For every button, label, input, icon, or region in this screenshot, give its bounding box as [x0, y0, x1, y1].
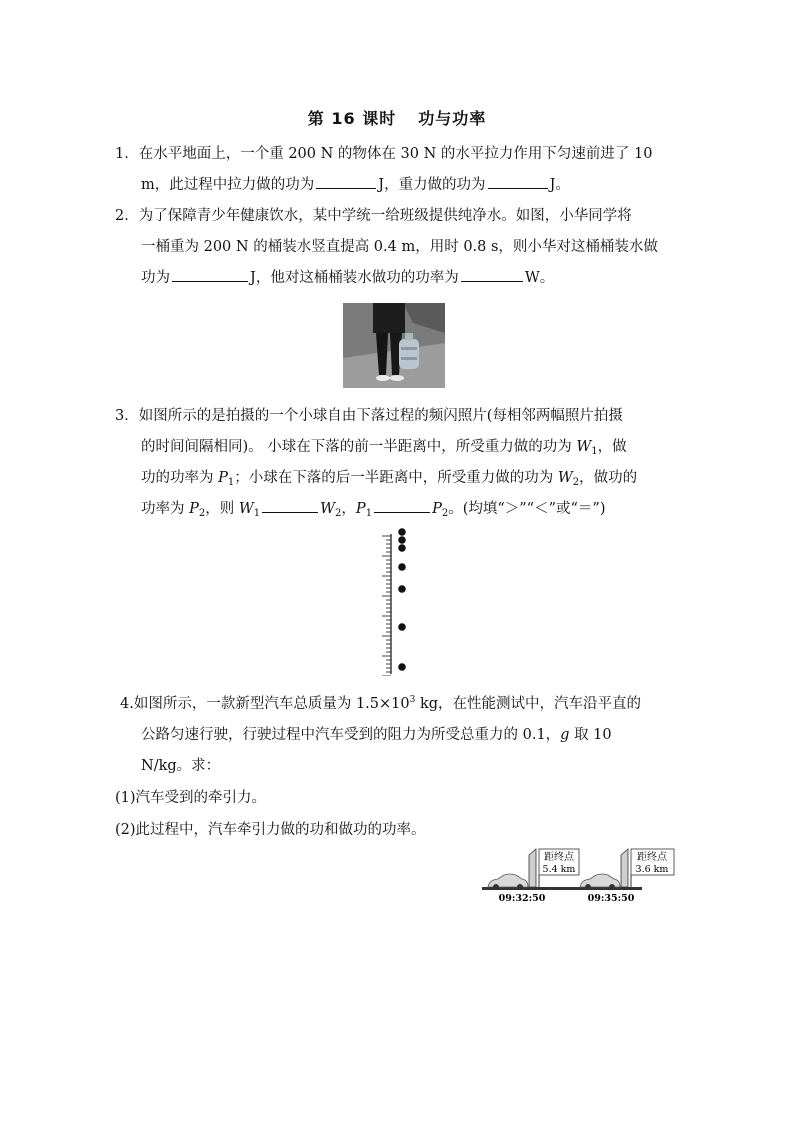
ball-positions	[398, 528, 406, 671]
distance-sign-2	[621, 849, 674, 887]
sign-1-label: 距终点	[544, 852, 574, 863]
title-topic: 功与功率	[418, 109, 487, 128]
time-stamp-1: 09:32:50	[498, 893, 546, 904]
title-lesson: 第 16 课时	[307, 109, 397, 128]
falling-ball	[398, 663, 406, 671]
falling-ball	[398, 536, 406, 544]
answer-blank[interactable]	[488, 173, 548, 189]
sign-2-label: 距终点	[637, 852, 667, 863]
falling-ball	[398, 563, 406, 571]
car-road-figure	[480, 843, 680, 905]
falling-ball	[398, 623, 406, 631]
question-1-line-1: 1．在水平地面上，一个重 200 N 的物体在 30 N 的水平拉力作用下匀速前进了 10	[115, 146, 653, 162]
question-2-line-1: 2．为了保障青少年健康饮水，某中学统一给班级提供纯净水。如图，小华同学将	[115, 208, 632, 224]
water-bucket-photo	[343, 303, 445, 388]
question-4-line-3: N/kg。求：	[141, 758, 221, 774]
question-3-line-1: 3．如图所示的是拍摄的一个小球自由下落过程的频闪照片(每相邻两幅照片拍摄	[115, 408, 623, 424]
falling-ball	[398, 585, 406, 593]
answer-blank[interactable]	[262, 497, 318, 513]
question-2-line-2: 一桶重为 200 N 的桶装水竖直提高 0.4 m，用时 0.8 s，则小华对这桶桶装水做	[141, 239, 658, 255]
answer-blank[interactable]	[316, 173, 376, 189]
question-3-line-3: 功的功率为 $P_1$；小球在下落的后一半距离中，所受重力做的功为 $W_2$，做功的	[141, 470, 638, 488]
road	[482, 887, 642, 890]
page-title	[0, 106, 794, 129]
falling-ball	[398, 544, 406, 552]
answer-blank[interactable]	[461, 266, 523, 282]
question-4-line-1: 4.如图所示，一款新型汽车总质量为 $1.5\times 10^3$ kg，在性能测试中，汽车沿平直的	[120, 695, 642, 712]
question-4-sub-1: (1)汽车受到的牵引力。	[115, 790, 267, 806]
distance-sign-1	[529, 849, 579, 887]
time-stamp-2: 09:35:50	[587, 893, 635, 904]
ruler-ticks	[382, 536, 391, 676]
question-3-line-4: 功率为 $P_2$，则 $W_1$ $W_2$，$P_1$ $P_2$。(均填“＞”“＜”或“＝”)	[141, 494, 606, 525]
falling-ball	[398, 528, 406, 536]
falling-ball-strobe-figure	[372, 526, 416, 676]
question-4-sub-2: (2)此过程中，汽车牵引力做的功和做功的功率。	[115, 822, 426, 838]
answer-blank[interactable]	[374, 497, 430, 513]
sign-1-distance: 5.4 km	[542, 864, 576, 875]
question-1-line-2: m，此过程中拉力做的功为 J，重力做的功为 J。	[141, 170, 570, 201]
answer-blank[interactable]	[172, 266, 248, 282]
question-4-line-2: 公路匀速行驶，行驶过程中汽车受到的阻力为所受总重力的 0.1，g 取 10	[141, 727, 612, 743]
question-3-line-2: 的时间间隔相同)。 小球在下落的前一半距离中，所受重力做的功为 $W_1$，做	[141, 439, 627, 457]
question-2-line-3: 功为 J，他对这桶桶装水做功的功率为 W。	[141, 263, 554, 294]
sign-2-distance: 3.6 km	[635, 864, 669, 875]
